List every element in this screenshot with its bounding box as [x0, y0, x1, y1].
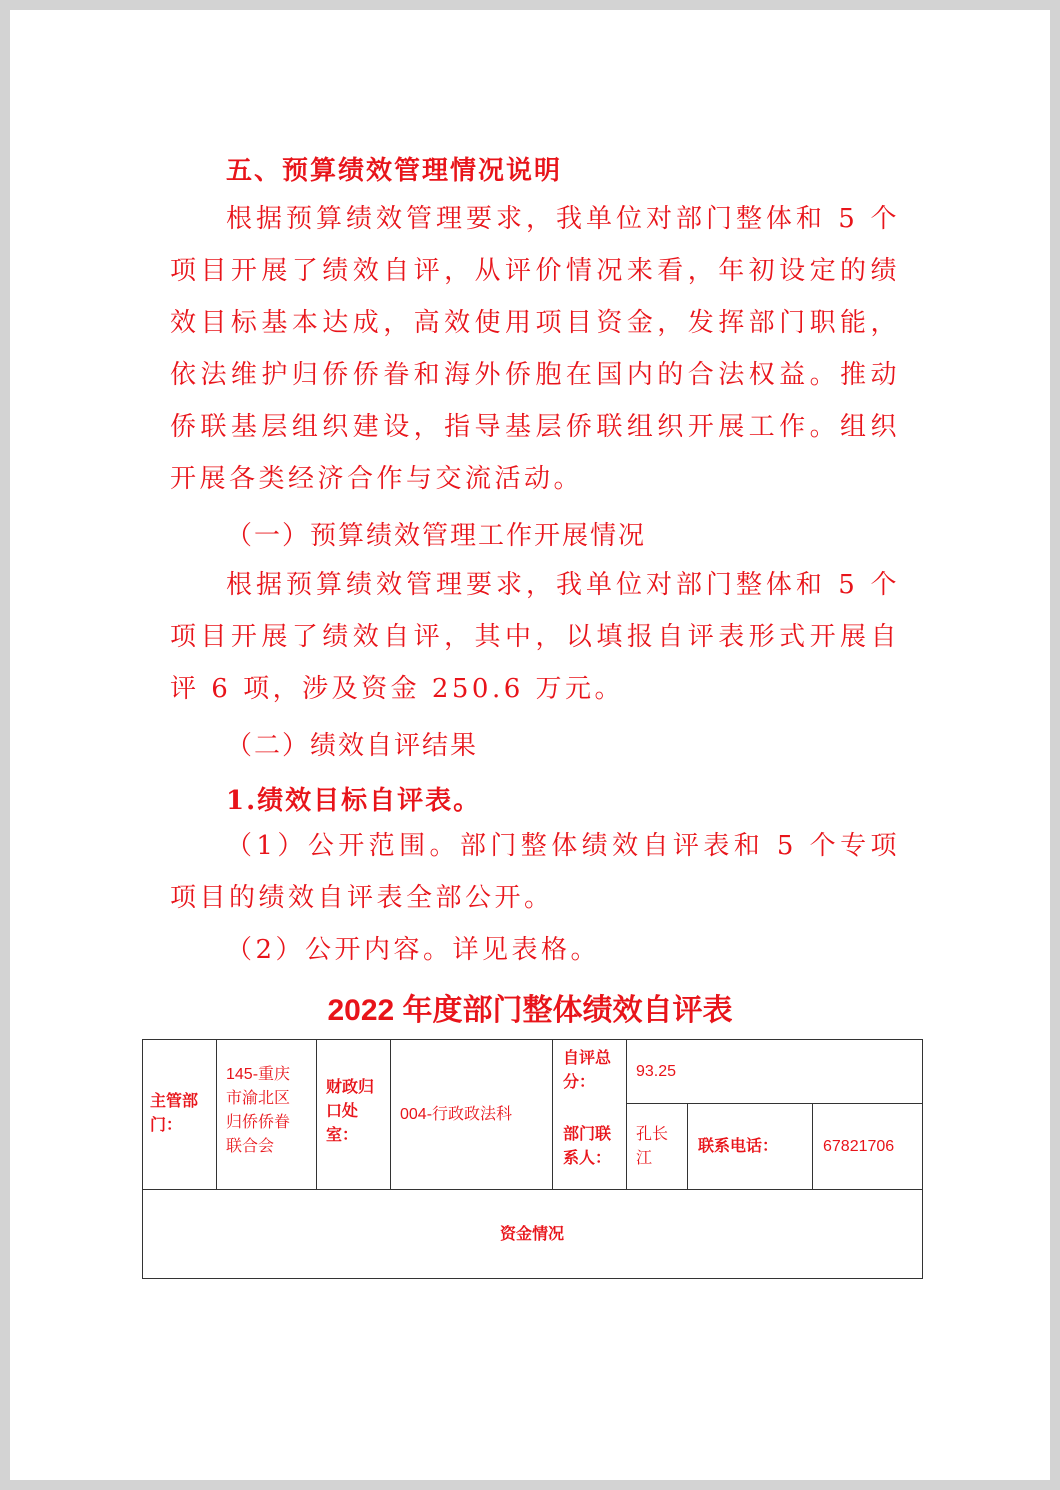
table-border-right	[922, 1039, 923, 1279]
supervisor-label: 主管部门：	[150, 1093, 199, 1134]
table-title: 2022 年度部门整体绩效自评表	[327, 994, 733, 1027]
funds-heading: 资金情况	[499, 1226, 564, 1243]
intro-paragraph: 根据预算绩效管理要求，我单位对部门整体和 5 个项目开展了绩效自评，从评价情况来看，年初设定的绩效目标基本达成，高效使用项目资金，发挥部门职能，依法维护归侨侨眷和海外侨胞在国内的合法权益。推动侨联基层组织建设，指导基层侨联组织开展工作。组织开展各类经济合作与交流活动。	[170, 204, 900, 494]
section-heading: 五、预算绩效管理情况说明	[226, 156, 563, 186]
table-col-divider	[316, 1039, 317, 1190]
table-col-divider	[216, 1039, 217, 1190]
content-paragraph: （2）公开内容。详见表格。	[226, 935, 601, 965]
finance-office-value: 004-行政政法科	[400, 1106, 513, 1123]
table-col-divider	[626, 1039, 627, 1190]
table-col-divider	[390, 1039, 391, 1190]
score-label: 自评总分：	[563, 1050, 612, 1091]
scope-paragraph: （1）公开范围。部门整体绩效自评表和 5 个专项项目的绩效自评表全部公开。	[170, 831, 900, 913]
table-row-divider	[142, 1189, 923, 1190]
phone-label: 联系电话：	[698, 1138, 779, 1155]
subsection-1-paragraph: 根据预算绩效管理要求，我单位对部门整体和 5 个项目开展了绩效自评，其中，以填报自评表形式开展自评 6 项，涉及资金 250.6 万元。	[170, 570, 900, 704]
supervisor-value: 145-重庆市渝北区归侨侨眷联合会	[226, 1066, 291, 1155]
table-border-top	[142, 1039, 923, 1040]
finance-office-label: 财政归口处室：	[326, 1079, 375, 1144]
table-col-divider	[687, 1103, 688, 1190]
item-1-heading: 1.绩效目标自评表。	[226, 786, 482, 816]
table-inner-divider	[626, 1103, 923, 1104]
subsection-1-heading: （一）预算绩效管理工作开展情况	[226, 521, 647, 551]
phone-value: 67821706	[823, 1138, 895, 1155]
subsection-2-heading: （二）绩效自评结果	[226, 731, 479, 761]
contact-value: 孔长江	[636, 1126, 669, 1167]
score-value: 93.25	[636, 1063, 677, 1080]
table-col-divider	[552, 1039, 553, 1190]
table-border-bottom	[142, 1278, 923, 1279]
table-col-divider	[812, 1103, 813, 1190]
contact-label: 部门联系人：	[563, 1126, 612, 1167]
